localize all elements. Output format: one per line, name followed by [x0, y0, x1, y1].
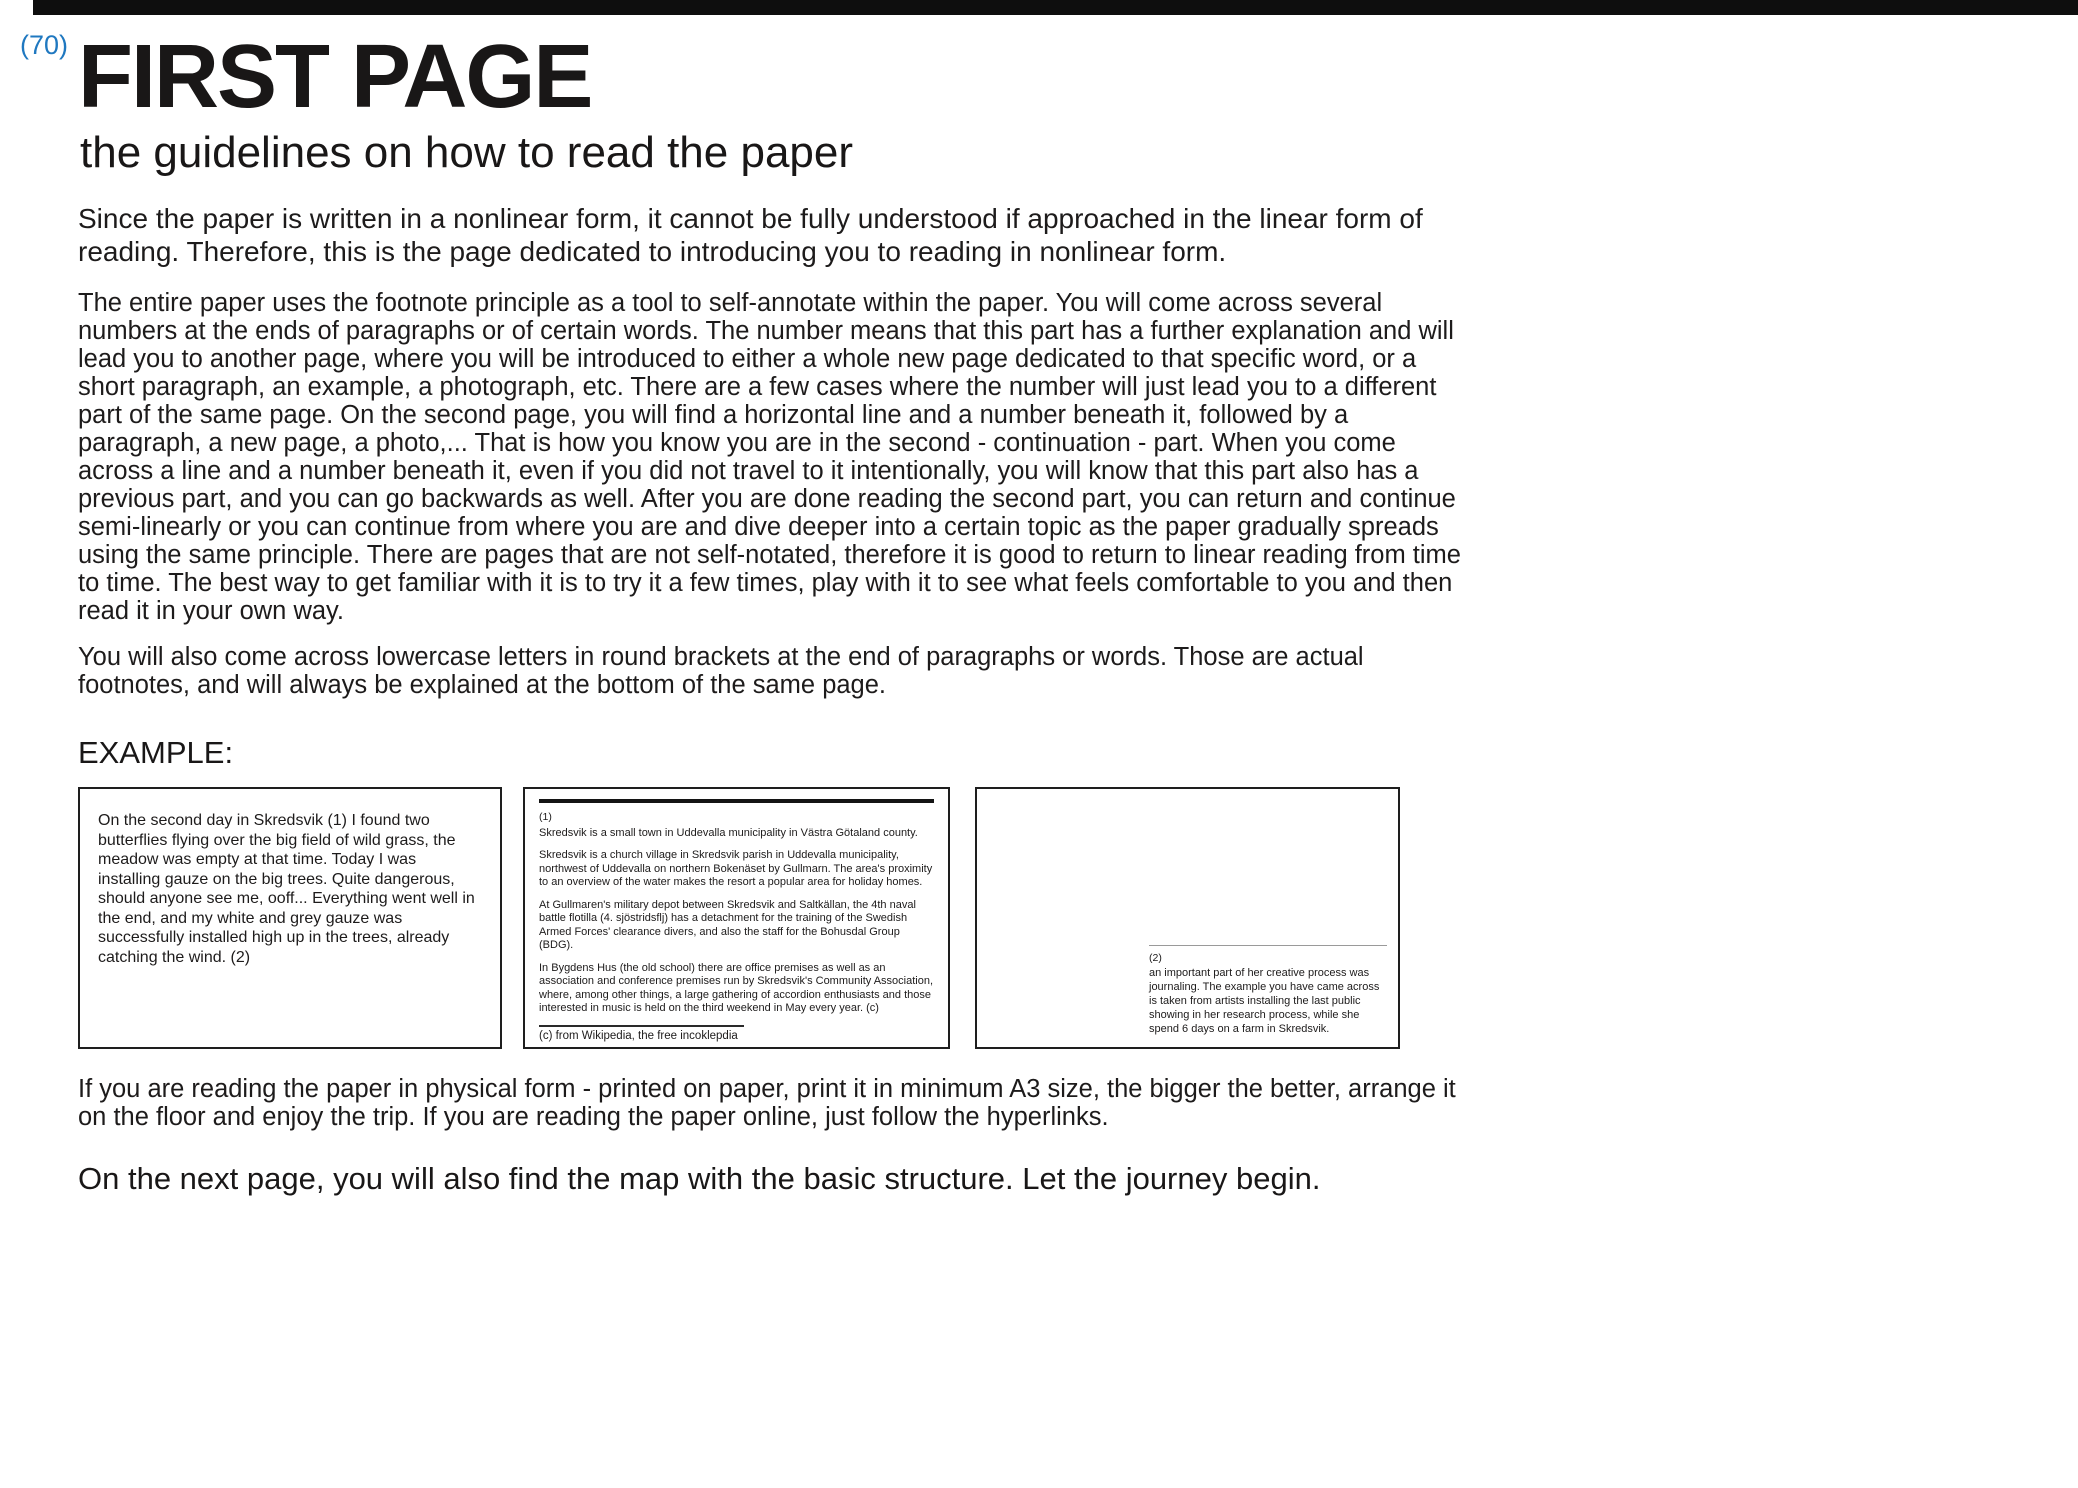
example-label: EXAMPLE: — [78, 735, 234, 770]
story-text: On the second day in Skredsvik (1) I found two butterflies flying over the big field of wild grass, the meadow was empty at that time. Today I was installing gauze on the big trees. Quite dangerous, should anyone see me, ooff... Everything went well in the end, and my white and grey gauze was successfully installed high up in the trees, already catching the wind. (2) — [98, 812, 475, 966]
page-number: (70) — [20, 30, 69, 60]
footnote-2-text: an important part of her creative process was journaling. The example you have came across is taken from artists installing the last public showing in her research process, while she spend 6 days on a farm in Skredsvik. — [1149, 967, 1380, 1035]
example-boxes-row — [78, 787, 1462, 1049]
top-bar — [33, 0, 2078, 15]
main-paragraph: The entire paper uses the footnote principle as a tool to self-annotate within the paper. You will come across several numbers at the ends of paragraphs or of certain words. The number means that this part has a further explanation and will lead you to another page, where you will be introduced to either a whole new page dedicated to that specific word, or a short paragraph, an example, a photograph, etc. There are a few cases where the number will just lead you to a different part of the same page. On the second page, you will find a horizontal line and a number beneath it, followed by a paragraph, a new page, a photo,... That is how you know you are in the second - continuation - part. When you come across a line and a number beneath it, even if you did not travel to it intentionally, you will know that this part also has a previous part, and you can go backwards as well. After you are done reading the second part, you can return and continue semi-linearly or you can continue from where you are and dive deeper into a certain topic as the paper gradually spreads using the same principle. There are pages that are not self-notated, therefore it is good to return to linear reading from time to time. The best way to get familiar with it is to try it a few times, play with it to see what feels comfortable to you and then read it in your own way. — [78, 289, 1461, 625]
continuation-rule — [539, 799, 934, 803]
footnote-2-block — [1149, 945, 1387, 1036]
footnote-1-paragraph: In Bygdens Hus (the old school) there are office premises as well as an association and conference premises run by Skredsvik's Community Association, where, among other things, a large gathering of accordion enthusiasts and those interested in music is held on the third weekend in May every year. (c) — [539, 961, 934, 1014]
example-box-story — [78, 787, 502, 1049]
example-box-footnote-2 — [975, 787, 1400, 1049]
intro-paragraph: Since the paper is written in a nonlinear form, it cannot be fully understood if approached in the linear form of reading. Therefore, this is the page dedicated to introducing you to reading in nonlinear form. — [78, 203, 1423, 267]
footnote-1-paragraph: Skredsvik is a church village in Skredsvik parish in Uddevalla municipality, northwest of Uddevalla on northern Bokenäset by Gullmarn. The area's proximity to an overview of the water makes the resort a popular area for holiday homes. — [539, 849, 933, 888]
example-box-footnote-1 — [523, 787, 950, 1049]
footnote-2-marker: (2) — [1149, 952, 1162, 964]
print-note-paragraph: If you are reading the paper in physical form - printed on paper, print it in minimum A3 size, the bigger the better, arrange it on the floor and enjoy the trip. If you are reading the paper online, just follow the hyperlinks. — [78, 1075, 1456, 1131]
footnote-1-paragraph: At Gullmaren's military depot between Skredsvik and Saltkällan, the 4th naval battle flotilla (4. sjöstridsflj) has a detachment for the training of the Swedish Armed Forces' clearance divers, and also the staff for the Bohusdal Group (BDG). — [539, 898, 916, 951]
page-subtitle: the guidelines on how to read the paper — [80, 128, 854, 177]
footnote-2-divider — [1149, 945, 1387, 946]
closing-line: On the next page, you will also find the map with the basic structure. Let the journey begin. — [78, 1161, 1321, 1196]
page-content — [78, 27, 1462, 1228]
footnote-1-marker: (1) — [539, 811, 552, 823]
page-title: FIRST PAGE — [78, 27, 592, 127]
footnote-note-paragraph: You will also come across lowercase letters in round brackets at the end of paragraphs or words. Those are actual footnotes, and will always be explained at the bottom of the same page. — [78, 643, 1364, 699]
footnote-1-paragraph: Skredsvik is a small town in Uddevalla municipality in Västra Götaland county. — [539, 826, 918, 839]
source-caption: (c) from Wikipedia, the free incoklepdia — [539, 1029, 738, 1042]
source-block — [539, 1025, 934, 1044]
